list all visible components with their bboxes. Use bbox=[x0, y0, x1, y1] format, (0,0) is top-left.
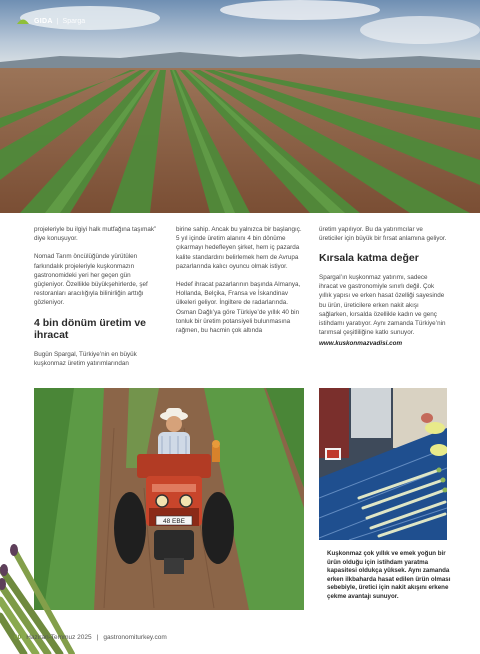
hero-photo-asparagus-field bbox=[0, 0, 480, 213]
page-footer bbox=[14, 634, 167, 641]
footer-separator: | bbox=[96, 634, 99, 641]
footer-website[interactable]: gastronomiturkey.com bbox=[103, 634, 167, 641]
page-number: 60 bbox=[14, 634, 22, 641]
text-column-3 bbox=[319, 225, 447, 358]
section-name: GIDA bbox=[34, 17, 53, 25]
subheading-rural-value: Kırsala katma değer bbox=[319, 252, 419, 265]
leaf-icon bbox=[16, 17, 30, 25]
paragraph: projeleriyle bu ilgiyi halk mutfağına taşımak” diye konuşuyor. bbox=[34, 226, 157, 243]
paragraph: birine sahip. Ancak bu yalnızca bir başlangıç. 5 yıl içinde üretim alanını 4 bin dönüme çıkarmayı hedefleyen şirket, hem iç pazarda kalite standardını belirlemek hem de Avrupa pazarlarında kalıcı oyuncu olmak istiyor. bbox=[176, 226, 302, 270]
photo-caption: Kuşkonmaz çok yıllık ve emek yoğun bir ürün olduğu için istihdam yaratma kapasitesi oldukça yüksek. Aynı zamanda erken ilkbaharda hasat edilen ürün olması sebebiyle, üretici için nakit akışını erkene çekme avantajı sunuyor. bbox=[327, 550, 451, 600]
subsection-name: Sparga bbox=[62, 17, 86, 25]
license-plate: 48 EBE bbox=[162, 518, 186, 525]
subheading-production-export: 4 bin dönüm üretim ve ihracat bbox=[34, 316, 147, 342]
paragraph: Nomad Tarım öncülüğünde yürütülen farkındalık projeleriyle kuşkonmazın gastronomideki yeri her geçen gün güçleniyor. Özellikle büyükşehirlerde, şef restoranları aracılığıyla bilinirliğin arttığı gözleniyor. bbox=[34, 253, 148, 307]
paragraph: üretim yapılıyor. Bu da yatırımcılar ve üreticiler için büyük bir fırsat anlamına geliyor. bbox=[319, 226, 447, 243]
text-column-2 bbox=[176, 225, 304, 344]
website-link[interactable]: www.kuskonmazvadisi.com bbox=[319, 340, 403, 348]
section-separator: | bbox=[56, 17, 59, 25]
paragraph: Bugün Spargal, Türkiye’nin en büyük kuşkonmaz üretim yatırımlarından bbox=[34, 350, 137, 367]
text-column-1 bbox=[34, 225, 162, 377]
section-tag bbox=[16, 17, 85, 25]
photo-asparagus-processing bbox=[319, 388, 447, 540]
paragraph: Hedef ihracat pazarlarının başında Almanya, Hollanda, Belçika, Fransa ve İskandinav ülkeleri geliyor. İngiltere de radarlarında. Osman Dağlı’ya göre Türkiye’de yıllık 40 bin tonluk bir üretim potansiyeli bulunmasına rağmen, bu hacmin çok altında bbox=[176, 281, 301, 335]
paragraph: Spargal’ın kuşkonmaz yatırımı, sadece ihracat ve gastronomiyle sınırlı değil. Çok yıllık yapısı ve erken hasat özelliği sayesinde bu ürün, üreticilere erken nakit akışı sağlarken, kırsalda özellikle kadın ve genç istihdamı yaratıyor. Aynı zamanda Türkiye’nin tarımsal çeşitliliğine katkı sunuyor. bbox=[319, 273, 446, 337]
issue-date: Haziran-Temmuz 2025 bbox=[26, 634, 92, 641]
